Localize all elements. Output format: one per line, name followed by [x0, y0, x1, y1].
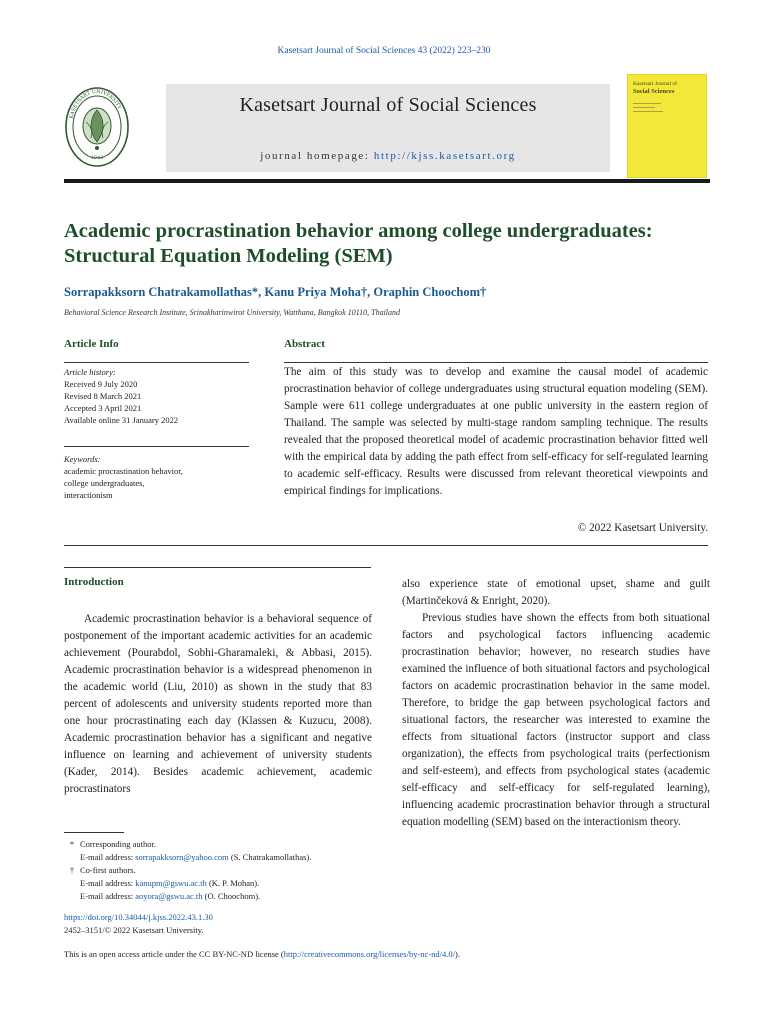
body-paragraph-continuation: also experience state of emotional upset, shame and guilt (Martinčeková & Enright, 2020).	[402, 578, 710, 607]
abstract-text: The aim of this study was to develop and examine the causal model of academic procrastination behavior of college undergraduates using structural equation modeling (SEM). Sample were 611 college undergraduates at one public university in the eastern region of Thailand. The sample was selected by multi-stage random sampling technique. The results revealed that the proposed theoretical model of academic procrastination behavior fitted well with the empirical data by adding the path effect from self-efficacy for self-regulated learning to academic self-efficacy. Results were discussed from relevant theoretical viewpoints and empirical findings for implications.	[284, 366, 708, 497]
email-link[interactable]: aoyora@gswu.ac.th	[135, 891, 203, 901]
masthead-banner	[166, 84, 610, 172]
introduction-heading: Introduction	[64, 576, 124, 588]
body-paragraph: Academic procrastination behavior is a behavioral sequence of postponement of the important academic activities for an academic achievement (Pourabdol, Sobhi-Gharamaleki, & Abbasi, 2015). Academic procrastination behavior is a widespread phenomenon in the academic world (Liu, 2010) as shown in the study that 83 percent of adolescents and university students reported more than one hour procrastinating each day (Klassen & Kuzucu, 2008). Academic procrastination behavior has a significant and negative influence on learning and achievement of university students (Kader, 2014). Besides academic achievement, academic procrastinators	[64, 613, 372, 795]
body-paragraph: Previous studies have shown the effects from both situational factors and psychological factors influencing academic procrastination behavior; however, no research studies have examined the influence of both situational factors and psychological factors on academic procrastination behavior in the same model. Therefore, to bridge the gap between psychological factors and situational factors, the researcher was interested to examine the effects from situational factors (instructor support and class organization), the effects from psychological traits (perfectionism and self-esteem), and effects from psychological states (academic self-efficacy and self-efficacy for self-regulated learning), influencing academic procrastination behavior through a structural equation modelling (SEM) based on the interactionism theory.	[402, 612, 710, 828]
cover-title-line-1: Kasetsart Journal of	[633, 81, 677, 87]
history-received: Received 9 July 2020	[64, 379, 138, 389]
footnote-mark: †	[69, 865, 75, 875]
email-owner: (S. Chatrakamollathas).	[228, 852, 312, 862]
abstract-copyright: © 2022 Kasetsart University.	[577, 522, 708, 534]
masthead-divider	[64, 179, 710, 183]
article-info-rule	[64, 362, 249, 363]
footnote-email	[64, 877, 384, 890]
footnote-cofirst	[64, 864, 384, 877]
email-link[interactable]: kanupm@gswu.ac.th	[135, 878, 207, 888]
keywords-label: Keywords:	[64, 454, 101, 464]
footnote-corresponding	[64, 838, 384, 851]
cover-decoration	[633, 111, 663, 112]
license-link[interactable]: http://creativecommons.org/licenses/by-nc-nd/4.0/	[283, 949, 455, 959]
footnote-label: Corresponding author.	[80, 839, 157, 849]
university-seal-icon	[64, 86, 130, 168]
footnote-mark: *	[69, 839, 75, 849]
history-online: Available online 31 January 2022	[64, 415, 179, 425]
keyword-item: interactionism	[64, 490, 113, 500]
journal-citation: Kasetsart Journal of Social Sciences 43 (2022) 223–230	[277, 46, 491, 56]
journal-homepage	[166, 150, 610, 162]
keyword-item: college undergraduates,	[64, 478, 145, 488]
seal-year: 1943	[90, 155, 104, 161]
article-keywords	[64, 453, 254, 501]
homepage-label: journal homepage:	[260, 150, 374, 162]
abstract-rule	[284, 362, 708, 363]
article-history	[64, 366, 254, 426]
introduction-rule	[64, 567, 371, 568]
email-owner: (K. P. Mohan).	[206, 878, 260, 888]
seal-text: KASETSART UNIVERSITY	[68, 88, 123, 120]
email-link[interactable]: sorrapakksorn@yahoo.com	[135, 852, 229, 862]
article-history-label: Article history:	[64, 367, 116, 377]
abstract-heading: Abstract	[284, 338, 325, 350]
email-owner: (O. Choochom).	[202, 891, 261, 901]
footnote-email	[64, 890, 384, 903]
homepage-link[interactable]: http://kjss.kasetsart.org	[373, 150, 516, 162]
introduction-right-column	[402, 576, 710, 831]
journal-cover-thumbnail	[627, 74, 707, 178]
keywords-rule	[64, 446, 249, 447]
footnotes	[64, 838, 384, 903]
history-accepted: Accepted 3 April 2021	[64, 403, 142, 413]
license-suffix: ).	[455, 949, 460, 959]
cover-decoration	[633, 107, 655, 108]
cover-decoration	[633, 103, 661, 104]
cover-title-line-2: Social Sciences	[633, 88, 675, 95]
keyword-item: academic procrastination behavior,	[64, 466, 183, 476]
footnote-rule	[64, 832, 124, 833]
journal-masthead	[64, 82, 710, 178]
article-info-heading: Article Info	[64, 338, 119, 350]
journal-title: Kasetsart Journal of Social Sciences	[239, 94, 537, 116]
cover-title	[633, 81, 677, 95]
email-label: E-mail address:	[80, 878, 136, 888]
issn-copyright: 2452–3151/© 2022 Kasetsart University.	[64, 925, 204, 935]
history-revised: Revised 8 March 2021	[64, 391, 142, 401]
author-affiliation: Behavioral Science Research Institute, Srinakharinwirot University, Watthana, Bangkok 10110, Thailand	[64, 308, 401, 317]
footnote-label: Co-first authors.	[80, 865, 136, 875]
footnote-email	[64, 851, 384, 864]
license-notice	[64, 949, 460, 959]
introduction-left-column	[64, 611, 372, 798]
doi-link[interactable]: https://doi.org/10.34044/j.kjss.2022.43.1.30	[64, 912, 213, 922]
email-label: E-mail address:	[80, 891, 136, 901]
license-prefix: This is an open access article under the CC BY-NC-ND license (	[64, 949, 284, 959]
article-title: Academic procrastination behavior among college undergraduates: Structural Equation Modeling (SEM)	[64, 220, 653, 267]
email-label: E-mail address:	[80, 852, 136, 862]
abstract-bottom-rule	[64, 545, 708, 546]
article-authors: Sorrapakksorn Chatrakamollathas*, Kanu Priya Moha†, Oraphin Choochom†	[64, 285, 487, 299]
